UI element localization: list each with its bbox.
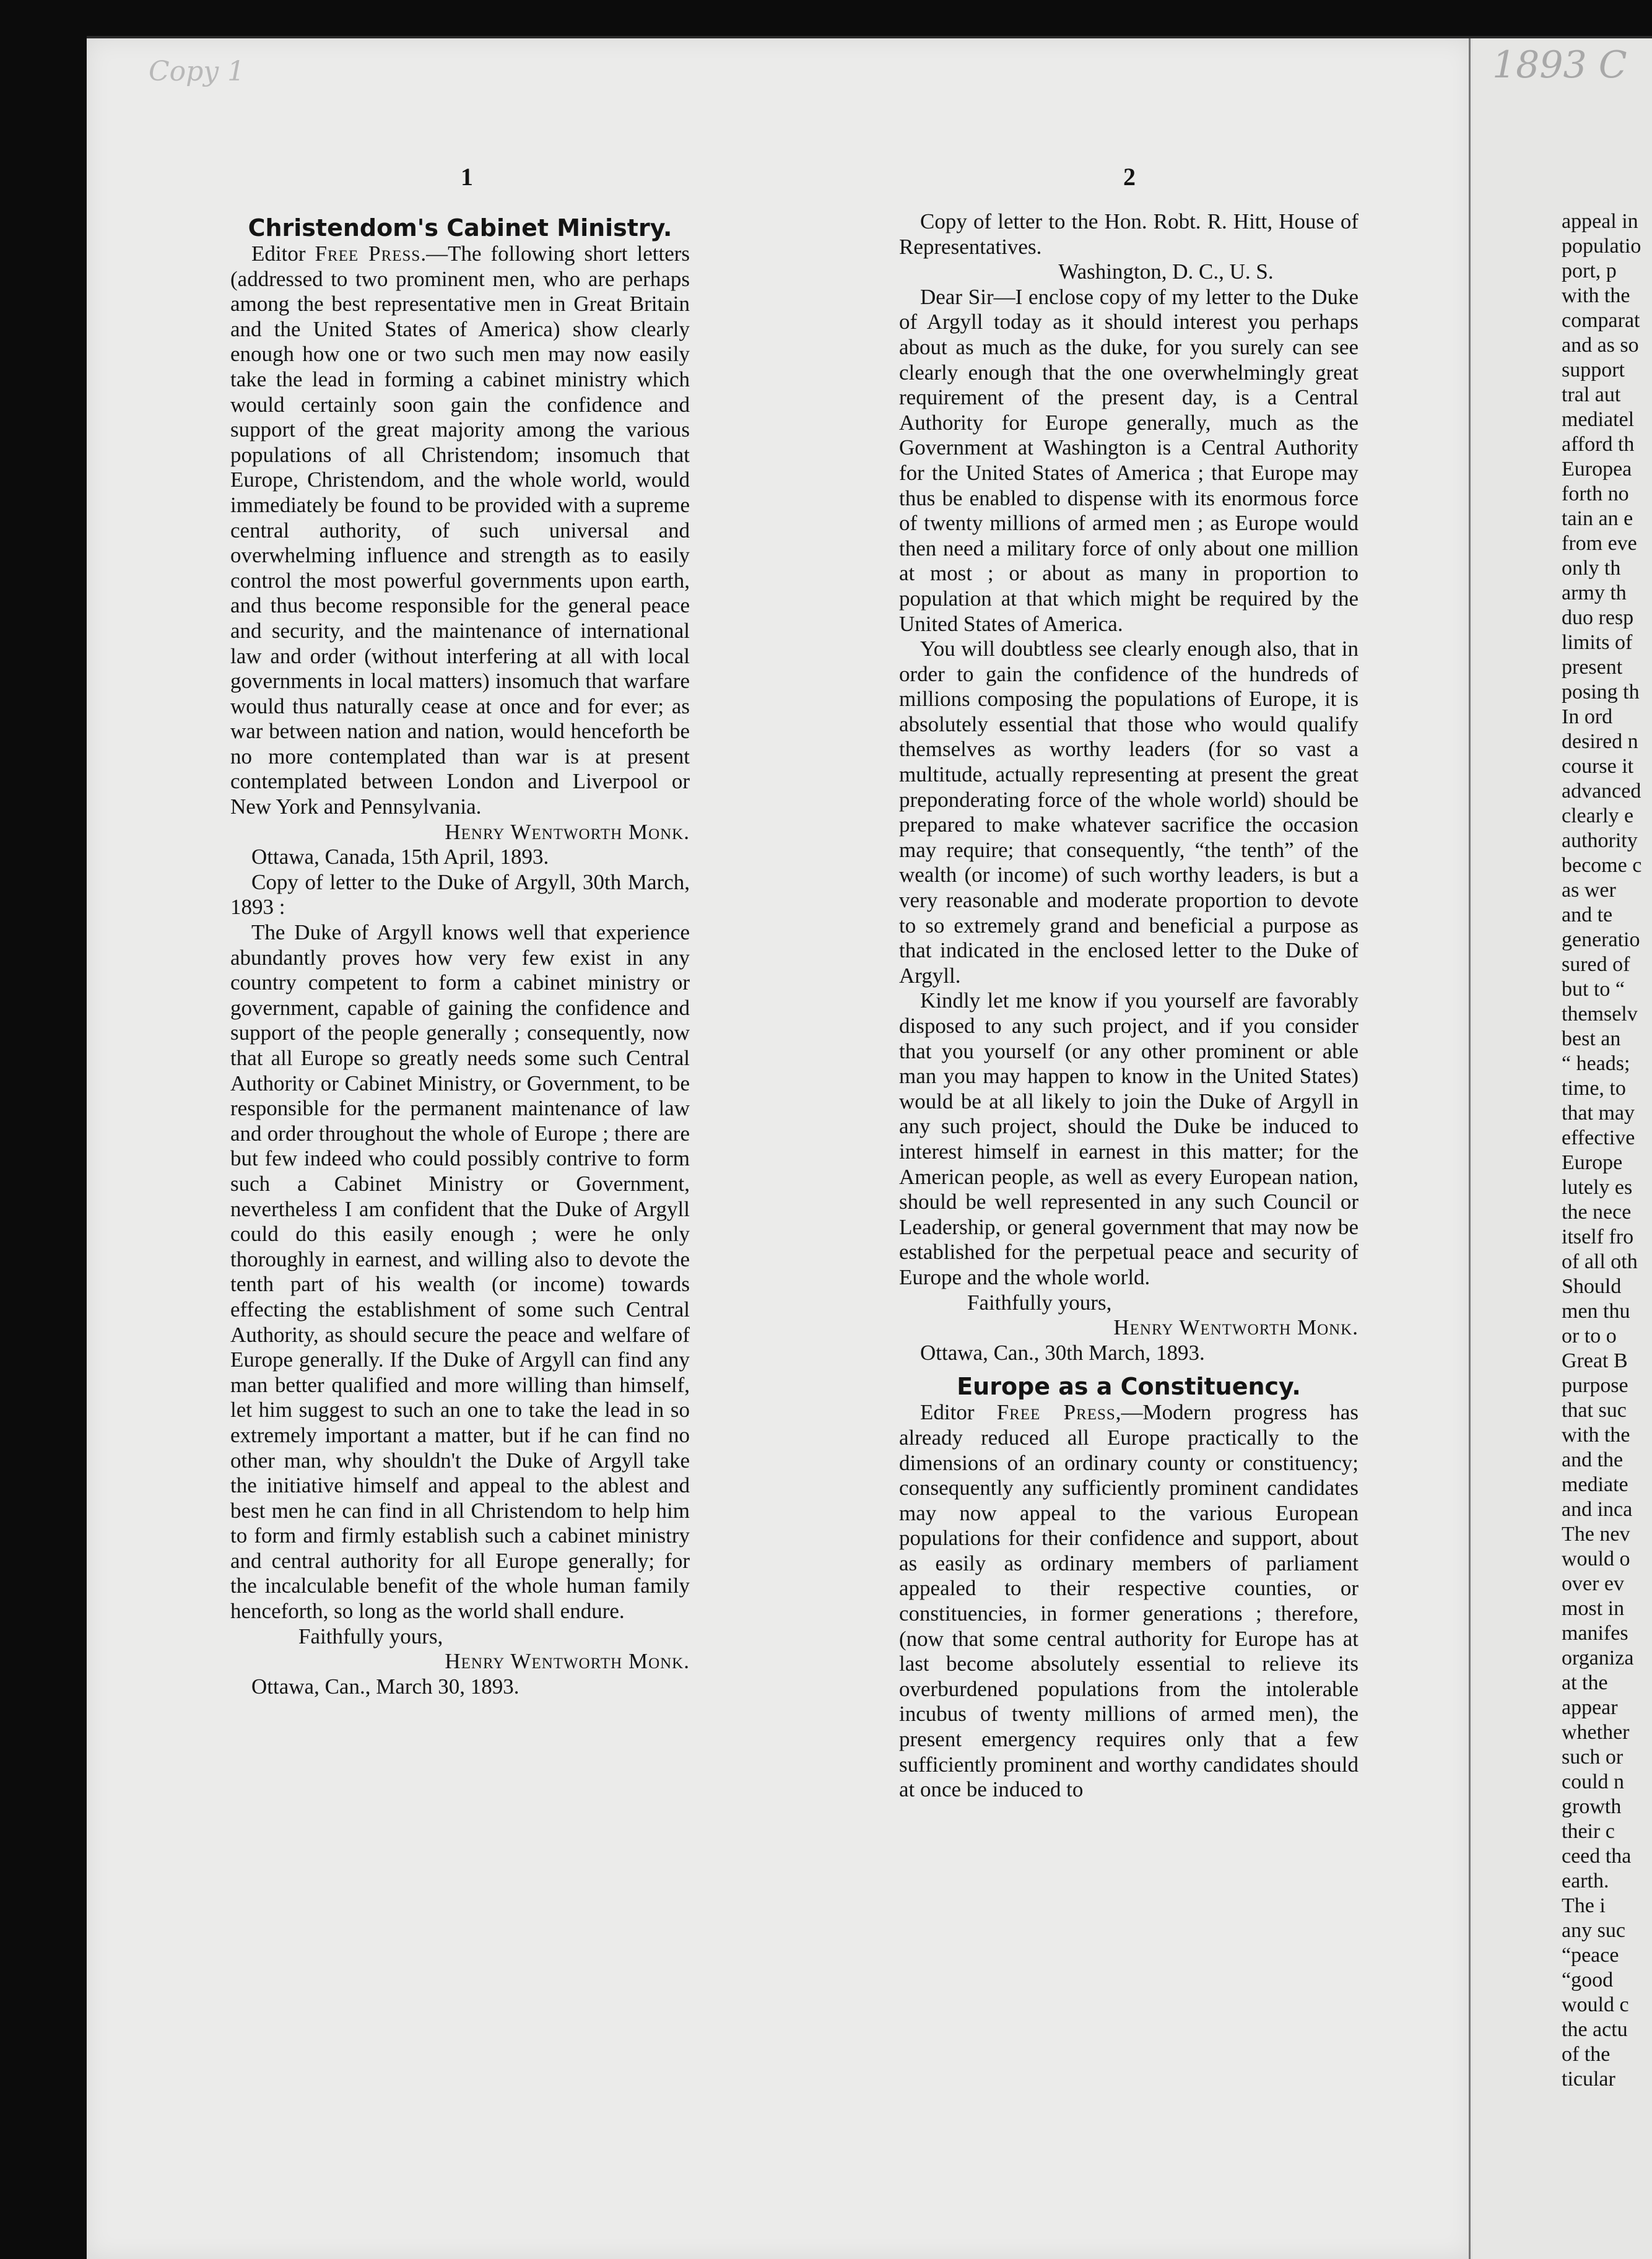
intro-text: ,—Modern progress has already reduced all Europe practically to the dimensions of an ordinary county or constituency; consequently any sufficiently prominent candidates may now appeal to the various European populations for their confidence and support, about as easily as ordinary members of parliament appealed to their respective counties, or constituencies, in former generations ; therefore, (now that some central authority for Europe has at last become absolutely essential to relieve its overburdened populations from the intolerable incubus of twenty millions of armed men), the present emergency requires only that a few sufficiently prominent and worthy candidates should at once be induced to: [899, 1400, 1359, 1802]
text-line: time, to: [1562, 1077, 1626, 1100]
letter-paragraph: Dear Sir—I enclose copy of my letter to the Duke of Argyll today as it should interest you perhaps about as much as the duke, for you surely can see clearly enough that the one overwhelmingly great requirement of the present day, is a Central Authority for Europe generally, much as the Government at Washington is a Central Authority for the United States of America ; that Europe may thus be enabled to dispense with its enormous force of twenty millions of armed men ; as Europe would then need a military force of only about one million at most ; or about as many in proportion to population at that which might be required by the United States of America.: [899, 284, 1359, 636]
text-line: at the: [1562, 1671, 1608, 1694]
text-line: army th: [1562, 581, 1627, 604]
closing: Faithfully yours,: [967, 1290, 1112, 1315]
text-line: mediatel: [1562, 408, 1635, 431]
text-line: could n: [1562, 1770, 1625, 1793]
text-line: with the: [1562, 284, 1630, 307]
text-line: would c: [1562, 1993, 1629, 2016]
text-line: growth: [1562, 1795, 1622, 1818]
text-line: as wer: [1562, 879, 1616, 902]
text-line: course it: [1562, 755, 1634, 778]
text-line: organiza: [1562, 1647, 1634, 1669]
text-line: the nece: [1562, 1201, 1632, 1224]
text-line: itself fro: [1562, 1225, 1634, 1248]
letter-place: Washington, D. C., U. S.: [1058, 259, 1274, 284]
headline-europe-constituency: Europe as a Constituency.: [957, 1373, 1301, 1401]
column-2: [899, 209, 1359, 1803]
text-line: and as so: [1562, 334, 1639, 357]
text-line: from eve: [1562, 532, 1637, 555]
text-line: ticular: [1562, 2068, 1615, 2091]
column-3-truncated: [1562, 209, 1652, 2092]
text-line: lutely es: [1562, 1176, 1633, 1199]
article-paragraph: [899, 1400, 1359, 1803]
dateline: Ottawa, Can., March 30, 1893.: [251, 1674, 520, 1699]
text-line: appear: [1562, 1696, 1618, 1719]
column-1: [230, 215, 690, 1699]
text-line: duo resp: [1562, 606, 1634, 629]
text-line: become c: [1562, 854, 1642, 877]
newspaper-name: Free Press: [996, 1400, 1116, 1425]
text-line: Should: [1562, 1275, 1622, 1298]
text-line: effective: [1562, 1126, 1635, 1149]
text-line: any suc: [1562, 1919, 1625, 1942]
text-line: most in: [1562, 1597, 1625, 1620]
text-line: comparat: [1562, 309, 1640, 332]
signature: Henry Wentworth Monk.: [445, 819, 690, 844]
dateline: Ottawa, Can., 30th March, 1893.: [920, 1340, 1205, 1365]
headline-cabinet-ministry: Christendom's Cabinet Ministry.: [248, 214, 672, 242]
text-line: posing th: [1562, 681, 1640, 703]
text-line: The nev: [1562, 1523, 1630, 1546]
text-line: that suc: [1562, 1399, 1627, 1422]
text-line: populatio: [1562, 235, 1641, 258]
text-line: mediate: [1562, 1473, 1628, 1496]
text-line: purpose: [1562, 1374, 1628, 1397]
text-line: ceed tha: [1562, 1845, 1632, 1868]
text-line: of the: [1562, 2043, 1611, 2066]
text-line: but to “: [1562, 978, 1625, 1001]
letter-body: The Duke of Argyll knows well that experience abundantly proves how very few exist in any country competent to form a cabinet ministry or government, capable of gaining the confidence and support of the people generally ; consequently, now that all Europe so greatly needs some such Central Authority or Cabinet Ministry, or Government, to be responsible for the permanent maintenance of law and order throughout the whole of Europe ; there are but few indeed who could possibly contrive to form such a Cabinet Ministry or Government, nevertheless I am confident that the Duke of Argyll could do this easily enough ; were he only thoroughly in earnest, and willing also to devote the tenth part of his wealth (or income) towards effecting the establishment of some such Central Authority, as should secure the peace and welfare of Europe generally. If the Duke of Argyll can find any man better qualified and more willing than himself, let him suggest to such an one to take the lead in so extremely important a matter, but if he can find no other man, why shouldn't the Duke of Argyll take the initiative himself and appeal to the ablest and best men he can find in all Christendom to help him to form and firmly establish such a cabinet ministry and central authority for all Europe generally; for the incalculable benefit of the whole human family henceforth, so long as the world shall endure.: [230, 920, 690, 1624]
text-line: forth no: [1562, 482, 1629, 505]
newspaper-name: Free Press: [315, 242, 421, 266]
text-line: “ heads;: [1562, 1052, 1630, 1075]
closing: Faithfully yours,: [298, 1624, 443, 1648]
text-line: clearly e: [1562, 804, 1634, 827]
text-line: tain an e: [1562, 507, 1633, 530]
fold-line: [1469, 38, 1471, 2259]
text-line: generatio: [1562, 928, 1640, 951]
text-line: appeal in: [1562, 210, 1638, 233]
text-line: earth.: [1562, 1869, 1609, 1892]
text-line: of all oth: [1562, 1250, 1638, 1273]
text-line: “peace: [1562, 1944, 1619, 1967]
text-line: whether: [1562, 1721, 1630, 1744]
margin-note-copy: Copy 1: [149, 56, 245, 87]
text-line: best an: [1562, 1027, 1621, 1050]
text-line: such or: [1562, 1746, 1624, 1769]
letter-heading: Copy of letter to the Hon. Robt. R. Hitt, House of Representatives.: [899, 209, 1359, 259]
text-line: would o: [1562, 1547, 1630, 1570]
text-line: sured of: [1562, 953, 1630, 976]
text-line: manifes: [1562, 1622, 1628, 1645]
text-line: The i: [1562, 1894, 1606, 1917]
text-line: In ord: [1562, 705, 1613, 728]
intro-prefix: Editor: [251, 242, 315, 266]
text-line: advanced: [1562, 780, 1641, 803]
text-line: with the: [1562, 1424, 1630, 1447]
text-line: men thu: [1562, 1300, 1630, 1323]
text-line: and inca: [1562, 1498, 1633, 1521]
text-line: afford th: [1562, 433, 1635, 456]
text-line: and te: [1562, 903, 1613, 926]
text-line: “good: [1562, 1969, 1614, 1991]
text-line: themselv: [1562, 1003, 1638, 1025]
text-line: over ev: [1562, 1572, 1625, 1595]
intro-text: .—The following short letters (addressed to two prominent men, who are perhaps among the best representative men in Great Britain and the United States of America) show clearly enough how one or two such men may now easily take the lead in forming a cabinet ministry which would certainly soon gain the confidence and support of the great majority among the various populations of all Christendom; insomuch that Europe, Christendom, and the whole world, would immediately be found to be provided with a supreme central authority, of such universal and overwhelming influence and strength as to easily control the most powerful governments upon earth, and thus become responsible for the general peace and security, and the maintenance of international law and order (without interfering at all with local governments in local matters) insomuch that warfare would thus naturally cease at once and for ever; as war between nation and nation, would henceforth be no more contemplated than war is at present contemplated between London and Liverpool or New York and Pennsylvania.: [230, 242, 690, 819]
text-line: or to o: [1562, 1325, 1617, 1347]
signature: Henry Wentworth Monk.: [1113, 1315, 1359, 1340]
text-line: desired n: [1562, 730, 1638, 753]
letter-paragraph: You will doubtless see clearly enough also, that in order to gain the confidence of the hundreds of millions composing the populations of Europe, it is absolutely essential that those who would qualify themselves as worthy leaders (for so vast a multitude, actually representing at present the great preponderating force of the whole world) should be prepared to make whatever sacrifice the occasion may require; that consequently, “the tenth” of the wealth (or income) of such worthy leaders, is but a very reasonable and moderate proportion to devote to so extremely grand and beneficial a purpose as that indicated in the enclosed letter to the Duke of Argyll.: [899, 637, 1359, 988]
page-number-left: 1: [461, 163, 473, 191]
text-line: only th: [1562, 557, 1621, 580]
text-line: their c: [1562, 1820, 1615, 1843]
intro-paragraph: [230, 242, 690, 820]
text-line: tral aut: [1562, 383, 1621, 406]
text-line: Europea: [1562, 458, 1632, 481]
letter-heading: Copy of letter to the Duke of Argyll, 30th March, 1893 :: [230, 869, 690, 920]
text-line: that may: [1562, 1102, 1635, 1125]
intro-prefix: Editor: [920, 1400, 997, 1425]
text-line: Great B: [1562, 1349, 1628, 1372]
letter-paragraph: Kindly let me know if you yourself are favorably disposed to any such project, and if you consider that you yourself (or any other prominent or able man you may happen to know in the United States) would be at all likely to join the Duke of Argyll in any such project, should the Duke be induced to interest himself in earnest in this matter; for the American people, as well as every European nation, should be well represented in any such Council or Leadership, or general government that may now be established for the perpetual peace and security of Europe and the whole world.: [899, 988, 1359, 1289]
text-line: Europe: [1562, 1151, 1623, 1174]
text-line: present: [1562, 656, 1623, 679]
dateline: Ottawa, Canada, 15th April, 1893.: [251, 845, 549, 869]
text-line: port, p: [1562, 259, 1617, 282]
text-line: limits of: [1562, 631, 1633, 654]
text-line: and the: [1562, 1448, 1624, 1471]
text-line: the actu: [1562, 2018, 1628, 2041]
text-line: authority: [1562, 829, 1638, 852]
signature: Henry Wentworth Monk.: [445, 1649, 690, 1674]
margin-note-year: 1893 C: [1492, 43, 1627, 87]
text-line: support: [1562, 359, 1625, 381]
page-number-right: 2: [1123, 163, 1136, 191]
